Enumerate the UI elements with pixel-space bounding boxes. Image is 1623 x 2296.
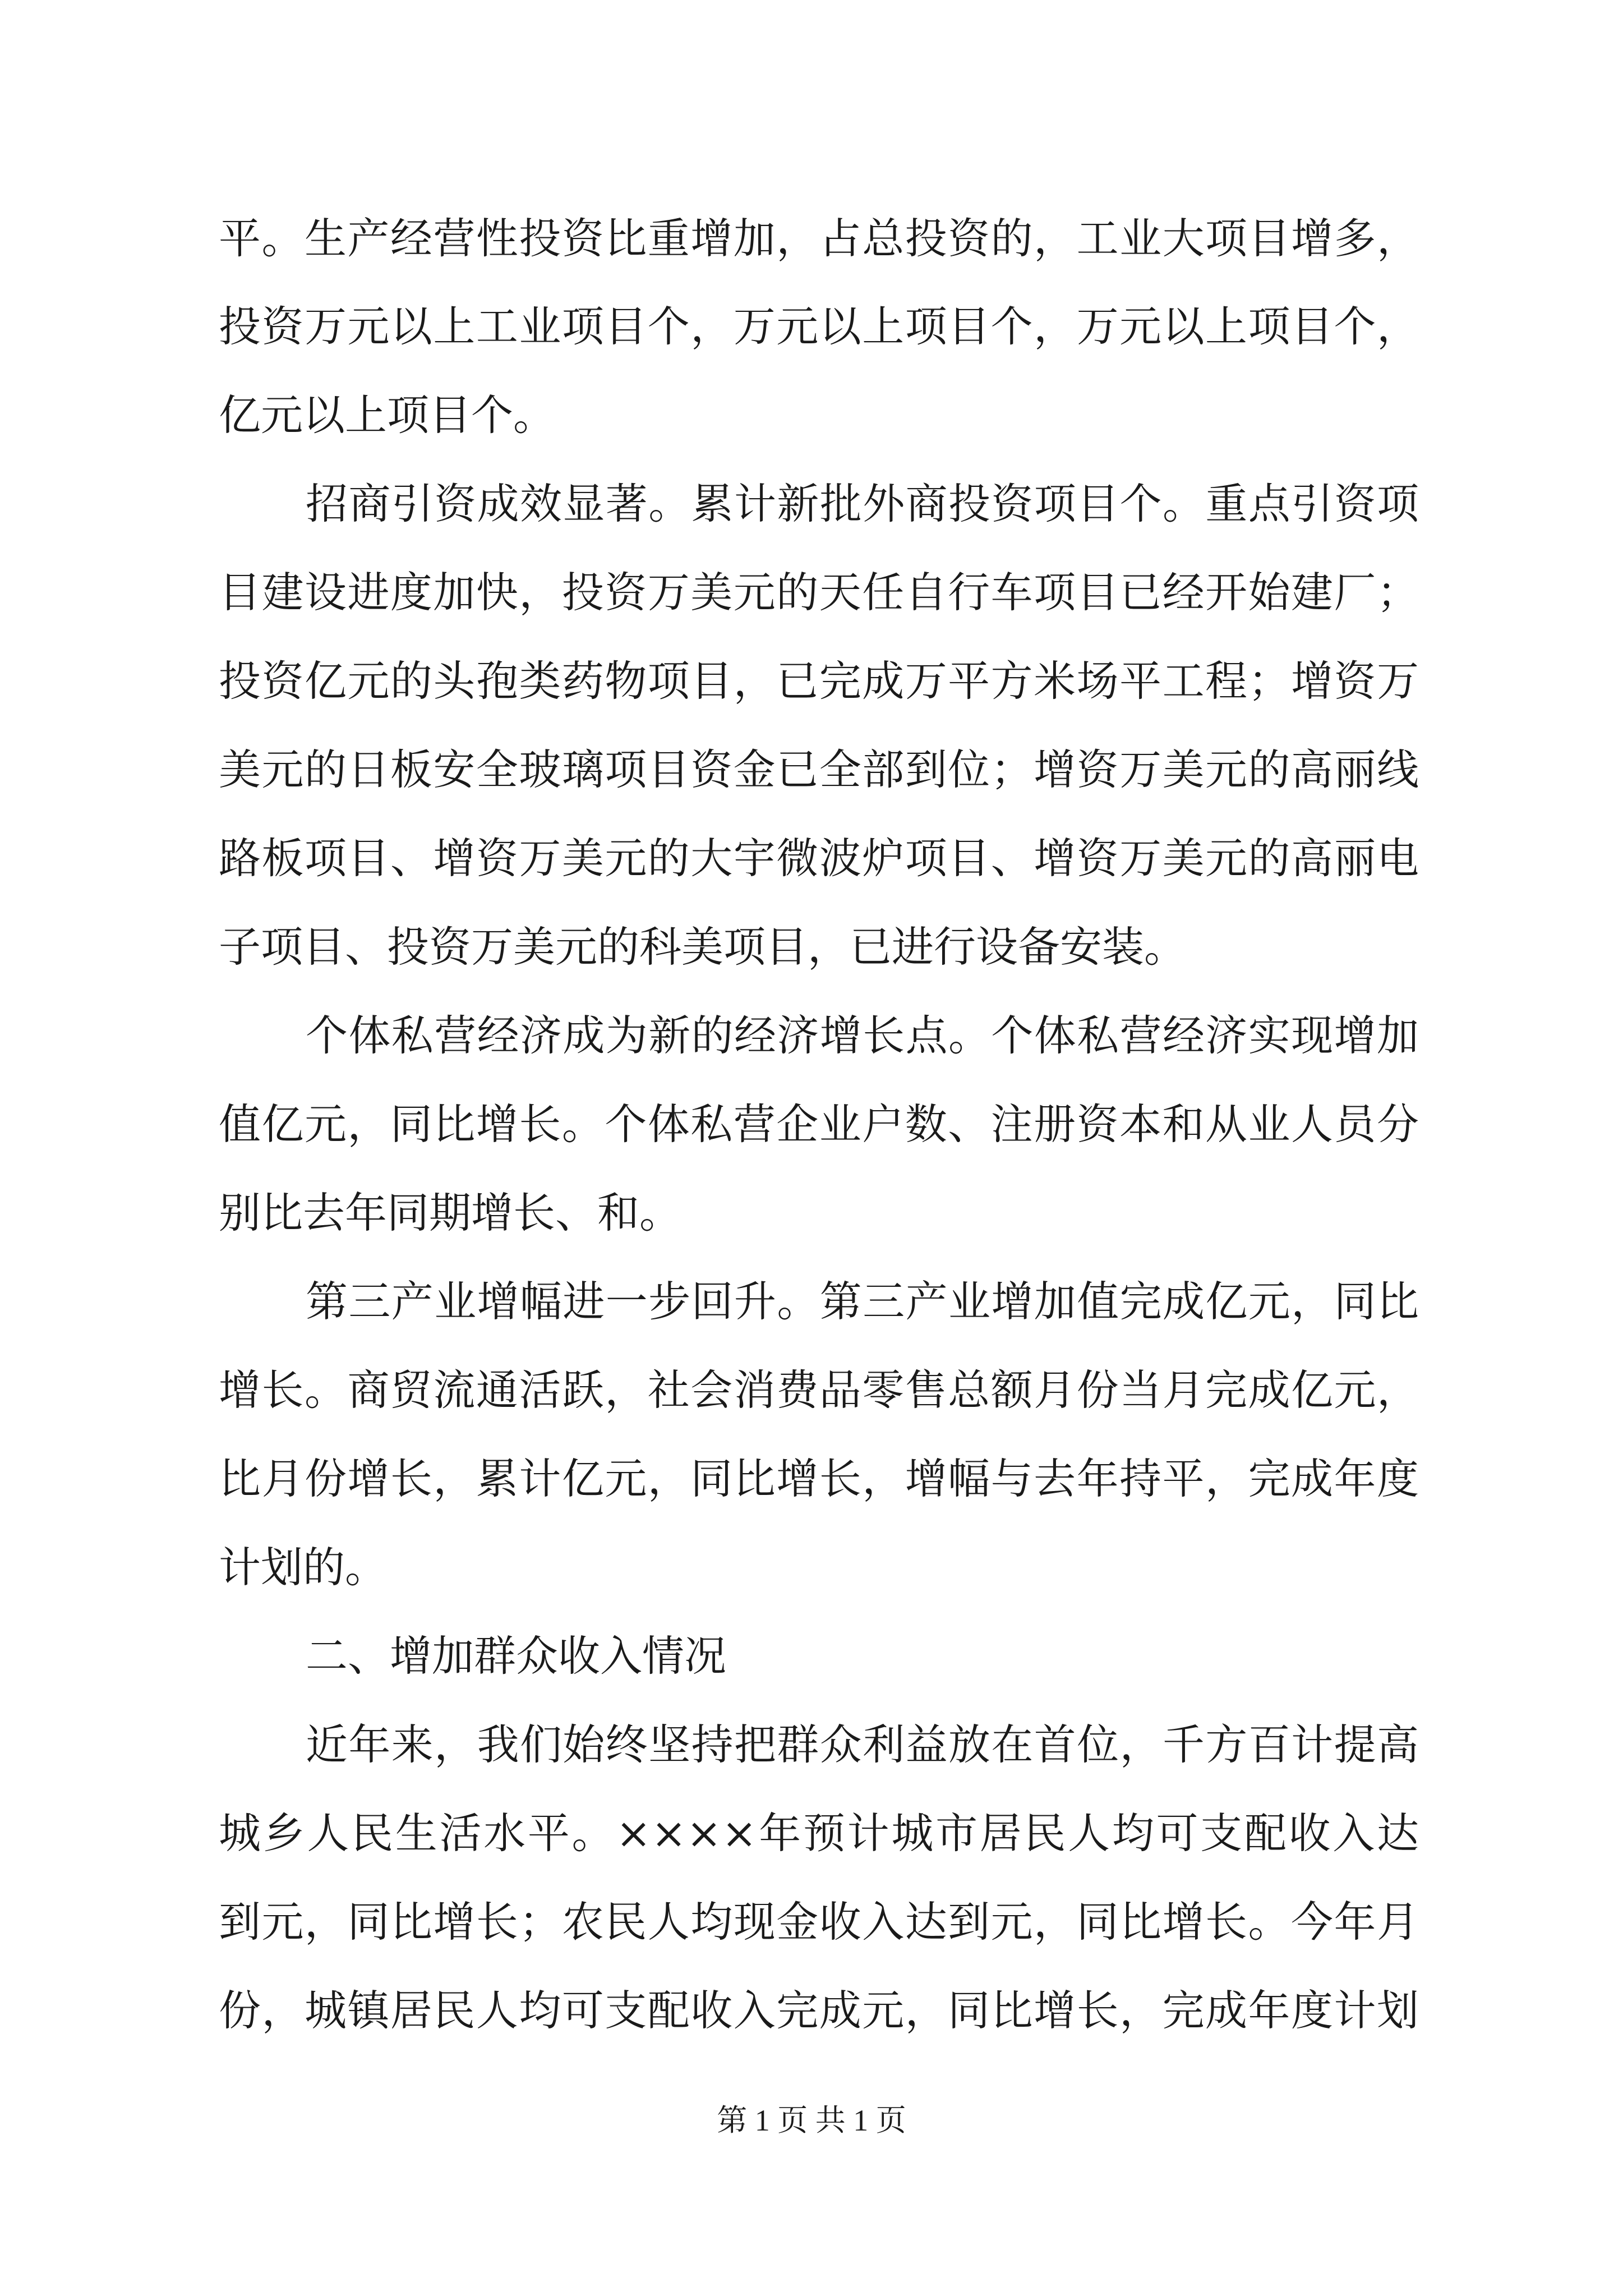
body-line: 值亿元，同比增长。个体私营企业户数、注册资本和从业人员分: [219, 1099, 1419, 1149]
body-line: 城乡人民生活水平。××××年预计城市居民人均可支配收入达: [219, 1809, 1419, 1858]
body-line: 增长。商贸流通活跃，社会消费品零售总额月份当月完成亿元，: [219, 1365, 1419, 1415]
body-line: 目建设进度加快，投资万美元的天任自行车项目已经开始建厂；: [219, 568, 1419, 617]
body-line: 亿元以上项目个。: [219, 390, 556, 440]
body-line: 路板项目、增资万美元的大宇微波炉项目、增资万美元的高丽电: [219, 834, 1419, 883]
body-line: 平。生产经营性投资比重增加，占总投资的，工业大项目增多，: [219, 214, 1419, 263]
body-line: 投资万元以上工业项目个，万元以上项目个，万元以上项目个，: [219, 302, 1419, 351]
paragraph-first-line: 近年来，我们始终坚持把群众利益放在首位，千方百计提高: [306, 1720, 1419, 1769]
body-line: 到元，同比增长；农民人均现金收入达到元，同比增长。今年月: [219, 1897, 1419, 1947]
body-line: 投资亿元的头孢类药物项目，已完成万平方米场平工程；增资万: [219, 656, 1419, 706]
paragraph-first-line: 个体私营经济成为新的经济增长点。个体私营经济实现增加: [306, 1011, 1419, 1060]
body-line: 子项目、投资万美元的科美项目，已进行设备安装。: [219, 922, 1187, 972]
body-line: 比月份增长，累计亿元，同比增长，增幅与去年持平，完成年度: [219, 1454, 1419, 1503]
page-number-footer: 第 1 页 共 1 页: [717, 2104, 906, 2137]
paragraph-first-line: 招商引资成效显著。累计新批外商投资项目个。重点引资项: [306, 479, 1419, 528]
body-line: 计划的。: [219, 1543, 388, 1592]
body-line: 份，城镇居民人均可支配收入完成元，同比增长，完成年度计划: [219, 1986, 1419, 2035]
body-line: 别比去年同期增长、和。: [219, 1188, 682, 1237]
body-line: 美元的日板安全玻璃项目资金已全部到位；增资万美元的高丽线: [219, 745, 1419, 794]
section-heading: 二、增加群众收入情况: [306, 1631, 727, 1681]
paragraph-first-line: 第三产业增幅进一步回升。第三产业增加值完成亿元，同比: [306, 1277, 1419, 1326]
